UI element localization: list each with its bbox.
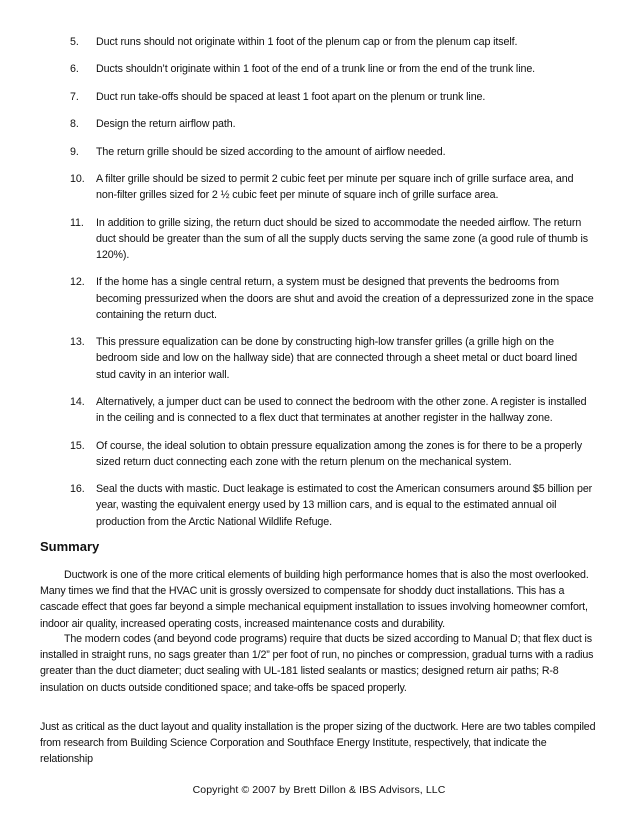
list-item-number: 9. — [70, 145, 79, 158]
list-item — [0, 334, 638, 383]
copyright-footer: Copyright © 2007 by Brett Dillon & IBS Advisors, LLC — [192, 784, 446, 796]
list-item-text: If the home has a single central return, a system must be designed that prevents the bedrooms from becoming pressurized when the doors are shut and avoid the creation of a depressurized zone in the space containing the return duct. — [96, 276, 594, 321]
list-item-number: 12. — [70, 276, 85, 289]
list-item-number: 13. — [70, 336, 85, 349]
list-item — [0, 61, 638, 77]
list-item-text: Ducts shouldn’t originate within 1 foot of the end of a trunk line or from the end of the trunk line. — [96, 63, 536, 76]
list-item — [0, 144, 638, 160]
list-item-text: The return grille should be sized according to the amount of airflow needed. — [96, 145, 446, 158]
list-item — [0, 171, 638, 203]
list-item — [0, 215, 638, 264]
list-item-text: Duct run take-offs should be spaced at least 1 foot apart on the plenum or trunk line. — [96, 90, 486, 103]
list-item-number: 15. — [70, 439, 85, 452]
list-item-number: 5. — [70, 36, 79, 48]
list-item-text: In addition to grille sizing, the return duct should be sized to accommodate the needed airflow. The return duct should be greater than the sum of all the supply ducts serving the same zone (a good rule of thumb is 120%). — [96, 216, 589, 261]
list-item-number: 10. — [70, 172, 85, 185]
list-item — [0, 438, 638, 470]
list-item-number: 7. — [70, 90, 79, 103]
list-item — [0, 34, 638, 50]
numbered-list — [0, 34, 638, 541]
list-item — [0, 394, 638, 426]
list-item — [0, 116, 638, 132]
summary-heading: Summary — [40, 539, 100, 554]
list-item-text: This pressure equalization can be done by constructing high-low transfer grilles (a grille high on the bedroom side and low on the hallway side) that are connected through a sheet metal or duct board lined stud cavity in an interior wall. — [96, 336, 578, 381]
list-item-number: 16. — [70, 483, 85, 496]
list-item-number: 6. — [70, 63, 79, 76]
list-item-text: A filter grille should be sized to permit 2 cubic feet per minute per square inch of grille surface area, and non-filter grilles sized for 2 ½ cubic feet per minute of square inch of grille surface area. — [96, 172, 574, 202]
list-item-number: 8. — [70, 118, 79, 131]
list-item — [0, 89, 638, 105]
list-item-text: Alternatively, a jumper duct can be used to connect the bedroom with the other zone. A register is installed in the ceiling and is connected to a flex duct that terminates at another register in the hallway zone. — [96, 395, 587, 425]
summary-paragraph-2: The modern codes (and beyond code programs) require that ducts be sized according to Manual D; that flex duct is installed in straight runs, no sags greater than 1/2” per foot of run, no pinches or compression, gradual turns with a radius greater than the duct diameter; duct sealing with UL-181 listed sealants or mastics; designed return air paths; R-8 insulation on ducts outside conditioned space; and take-offs be spaced properly. — [40, 633, 594, 694]
list-item-text: Seal the ducts with mastic. Duct leakage is estimated to cost the American consumers around $5 billion per year, wasting the equivalent energy used by 13 million cars, and is equal to the estimated annual oil production from the Arctic National Wildlife Refuge. — [96, 483, 593, 528]
list-item-number: 11. — [70, 216, 84, 229]
list-item — [0, 274, 638, 323]
summary-paragraph-3: Just as critical as the duct layout and quality installation is the proper sizing of the ductwork. Here are two tables compiled from research from Building Science Corporation and Southface Energy Institute, respectively, that indicate the relationship — [40, 721, 596, 766]
list-item-number: 14. — [70, 395, 85, 408]
list-item — [0, 481, 638, 530]
list-item-text: Duct runs should not originate within 1 foot of the plenum cap or from the plenum cap itself. — [96, 36, 518, 48]
summary-paragraph-1: Ductwork is one of the more critical elements of building high performance homes that is also the most overlooked. Many times we find that the HVAC unit is grossly oversized to compensate for shoddy duct installations. This has a cascade effect that goes far beyond a simple mechanical equipment installation to issues involving homeowner comfort, indoor air quality, increased operating costs, increased maintenance costs and durability. — [40, 569, 589, 630]
list-item-text: Of course, the ideal solution to obtain pressure equalization among the zones is for there to be a properly sized return duct connecting each zone with the return plenum on the mechanical system. — [96, 439, 582, 468]
list-item-text: Design the return airflow path. — [96, 118, 236, 131]
